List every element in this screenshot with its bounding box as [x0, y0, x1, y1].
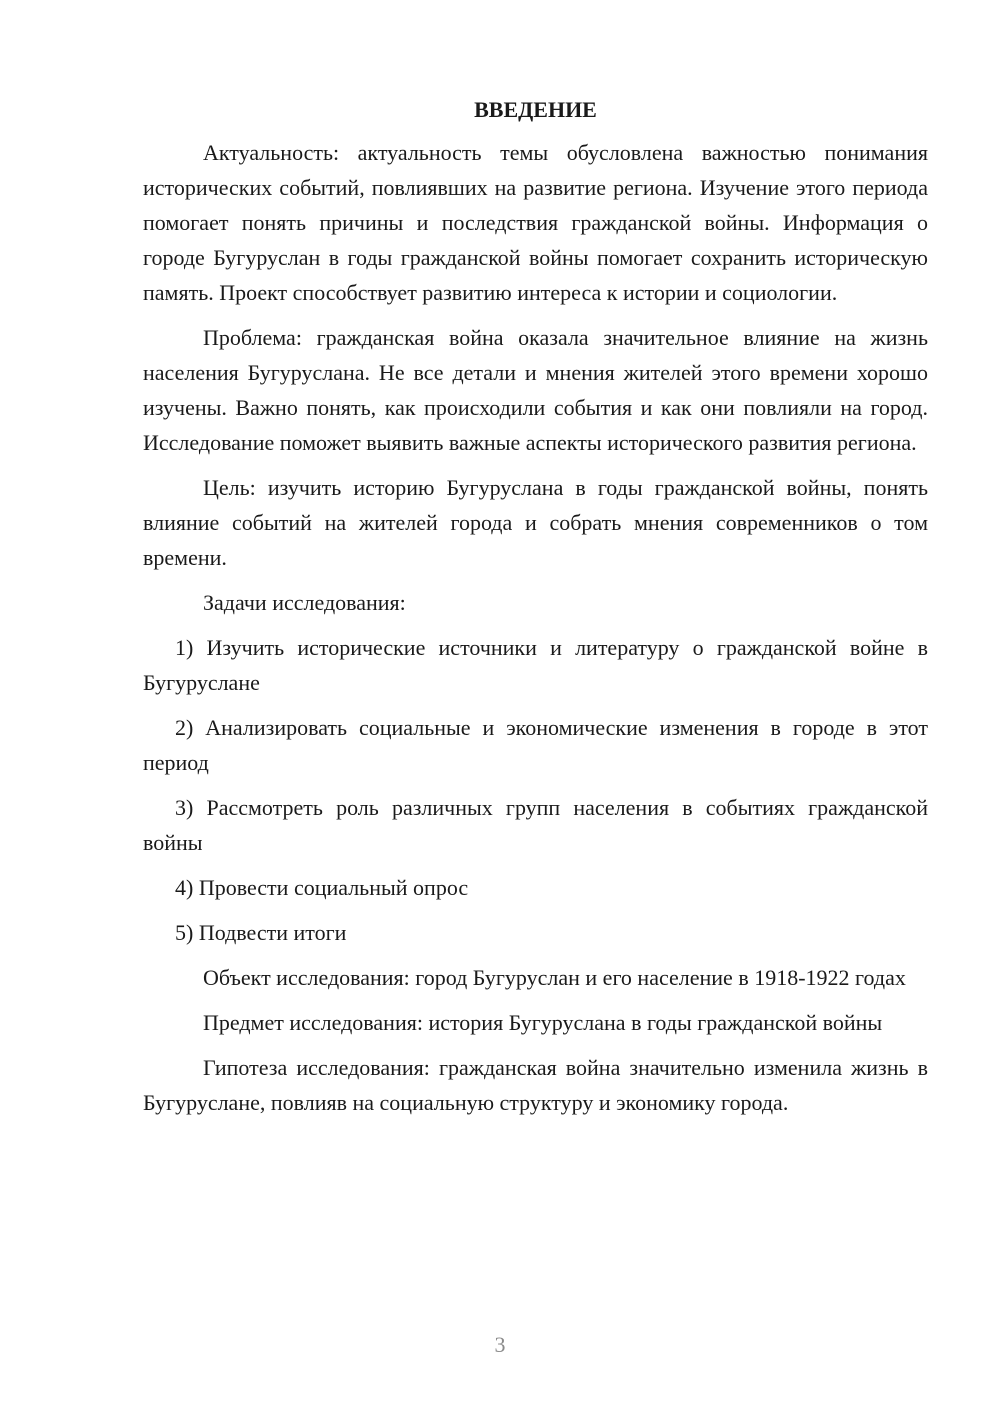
paragraph-subject: Предмет исследования: история Бугуруслана в годы гражданской войны	[203, 1010, 883, 1035]
paragraph-object: Объект исследования: город Бугуруслан и его население в 1918-1922 годах	[203, 965, 906, 990]
task-item-1: 1) Изучить исторические источники и литературу о гражданской войне в Бугуруслане	[143, 635, 928, 695]
paragraph-hypothesis: Гипотеза исследования: гражданская война значительно изменила жизнь в Бугуруслане, повлияв на социальную структуру и экономику города.	[143, 1055, 928, 1115]
document-page	[143, 92, 928, 1130]
section-title: ВВЕДЕНИЕ	[474, 97, 597, 122]
task-item-4: 4) Провести социальный опрос	[175, 875, 469, 900]
paragraph-tasks-heading: Задачи исследования:	[203, 590, 406, 615]
task-item-5: 5) Подвести итоги	[175, 920, 347, 945]
paragraph-goal: Цель: изучить историю Бугуруслана в годы гражданской войны, понять влияние событий на жителей города и собрать мнения современников о том времени.	[143, 475, 928, 570]
page-number: 3	[494, 1332, 506, 1357]
task-item-2: 2) Анализировать социальные и экономические изменения в городе в этот период	[143, 715, 928, 775]
paragraph-problem: Проблема: гражданская война оказала значительное влияние на жизнь населения Бугуруслана. Не все детали и мнения жителей этого времени хорошо изучены. Важно понять, как происходили события и как они повлияли на город. Исследование поможет выявить важные аспекты исторического развития региона.	[143, 325, 928, 455]
paragraph-relevance: Актуальность: актуальность темы обусловлена важностью понимания исторических событий, повлиявших на развитие региона. Изучение этого периода помогает понять причины и последствия гражданской войны. Информация о городе Бугуруслан в годы гражданской войны помогает сохранить историческую память. Проект способствует развитию интереса к истории и социологии.	[143, 140, 928, 305]
task-item-3: 3) Рассмотреть роль различных групп населения в событиях гражданской войны	[143, 795, 928, 855]
